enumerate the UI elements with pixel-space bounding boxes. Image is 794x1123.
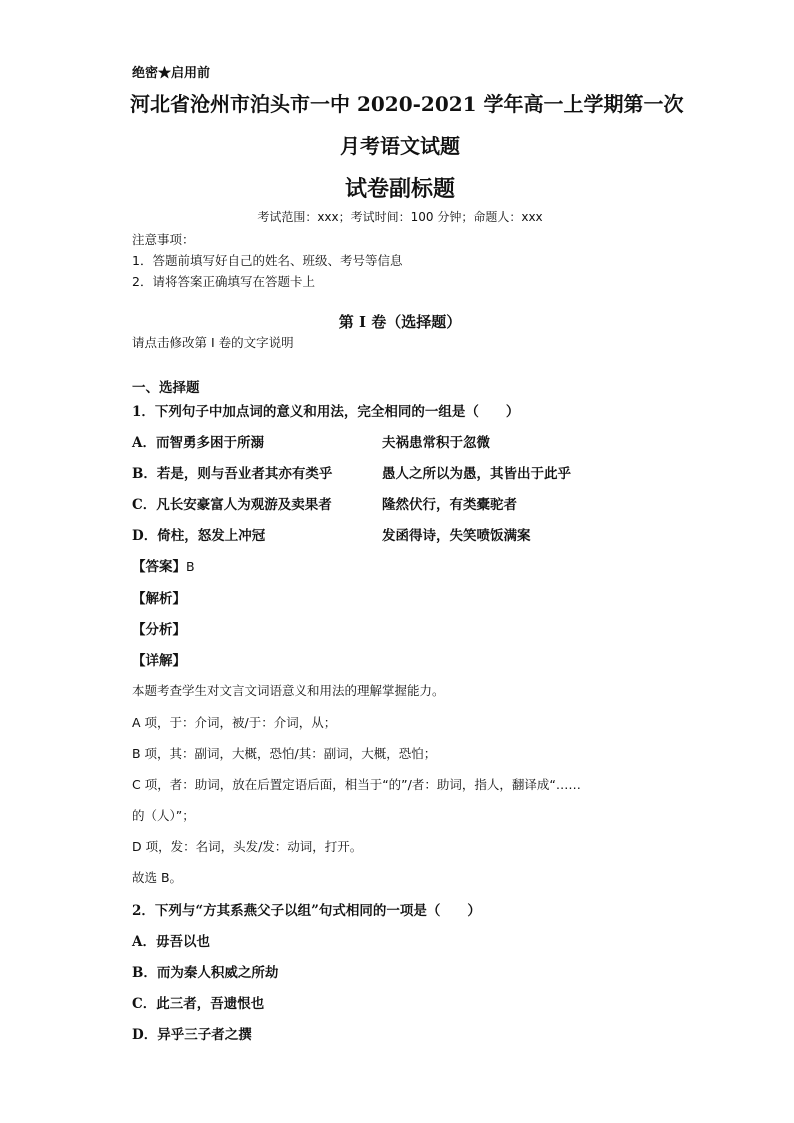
q1-option-b-left: B．若是，则与吾业者其亦有类乎	[132, 466, 333, 482]
detail-line: 本题考查学生对文言文词语意义和用法的理解掌握能力。	[132, 683, 445, 698]
q1-option-c-right: 隆然伏行，有类橐驼者	[382, 497, 517, 513]
q1-option-a-right: 夫祸患常积于忽微	[382, 435, 490, 451]
q1-option-a-left: A．而智勇多困于所溺	[132, 435, 264, 451]
notes-block	[132, 229, 402, 292]
analysis-label: 【解析】	[132, 591, 186, 607]
section-title: 一、选择题	[132, 380, 200, 396]
q2-option-b: B．而为秦人积威之所劫	[132, 965, 279, 981]
answer-row	[132, 555, 195, 575]
q2-option-a: A．毋吾以也	[132, 934, 210, 950]
answer-value: B	[186, 559, 195, 574]
notes-item: 1．答题前填写好自己的姓名、班级、考号等信息	[132, 253, 403, 268]
question-2-stem: 2．下列与“方其系燕父子以组”句式相同的一项是（ ）	[132, 903, 481, 919]
volume-description: 请点击修改第 I 卷的文字说明	[132, 335, 294, 350]
detail-line: 的（人）”；	[132, 808, 195, 823]
secret-mark: 绝密★启用前	[132, 66, 211, 81]
q1-option-c-left: C．凡长安豪富人为观游及卖果者	[132, 497, 332, 513]
exam-info: 考试范围：xxx；考试时间：100 分钟；命题人：xxx	[257, 210, 543, 224]
q1-option-d-right: 发函得诗，失笑喷饭满案	[382, 528, 531, 544]
q1-option-d-left: D．倚柱，怒发上冲冠	[132, 528, 266, 544]
q2-option-c: C．此三者，吾遗恨也	[132, 996, 265, 1012]
exam-title-line2: 月考语文试题	[340, 134, 460, 158]
detail-label: 【详解】	[132, 653, 186, 669]
exam-subtitle: 试卷副标题	[344, 176, 455, 202]
detail-line: 故选 B。	[132, 870, 183, 885]
notes-heading: 注意事项：	[132, 232, 195, 247]
q2-option-d: D．异乎三子者之撰	[132, 1027, 252, 1043]
question-1-stem: 1．下列句子中加点词的意义和用法，完全相同的一组是（ ）	[132, 404, 520, 420]
fenxi-label: 【分析】	[132, 622, 186, 638]
exam-title-line1: 河北省沧州市泊头市一中 2020-2021 学年高一上学期第一次	[130, 92, 684, 116]
detail-line: D 项，发：名词，头发/发：动词，打开。	[132, 839, 363, 854]
detail-line: C 项，者：助词，放在后置定语后面，相当于“的”/者：助词，指人，翻译成“……	[132, 777, 581, 792]
q1-option-b-right: 愚人之所以为愚，其皆出于此乎	[382, 466, 571, 482]
detail-line: B 项，其：副词，大概，恐怕/其：副词，大概，恐怕；	[132, 746, 437, 761]
answer-label: 【答案】	[132, 559, 186, 575]
volume-title: 第 I 卷（选择题）	[338, 313, 462, 331]
notes-item: 2．请将答案正确填写在答题卡上	[132, 274, 315, 289]
detail-line: A 项，于：介词，被/于：介词，从；	[132, 715, 337, 730]
